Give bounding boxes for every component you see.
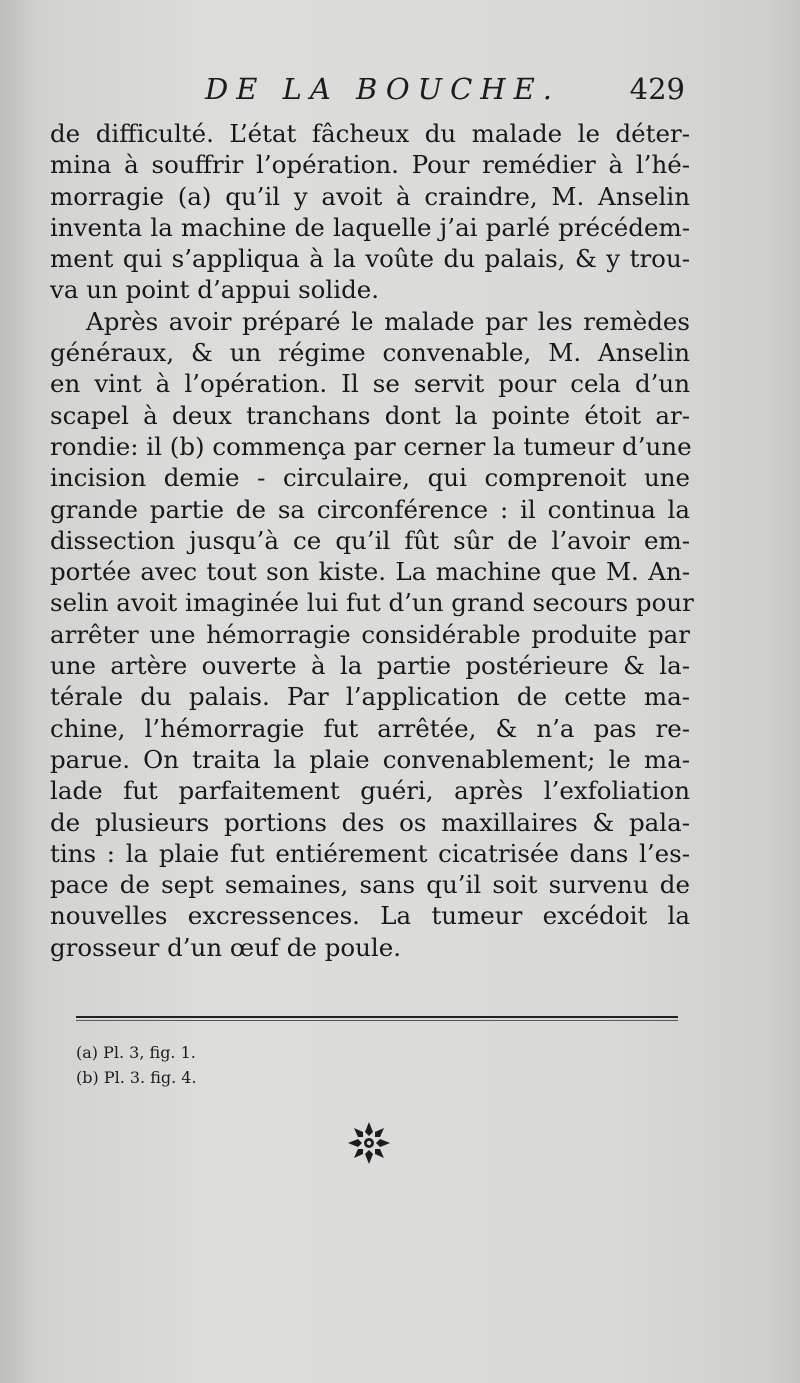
text-line: inventa la machine de laquelle j’ai parlé précédem- [50, 212, 690, 242]
text-line: grosseur d’un œuf de poule. [50, 932, 402, 962]
footnote-a: (a) Pl. 3, fig. 1. [76, 1043, 196, 1062]
text-line: portée avec tout son kiste. La machine que M. An- [50, 557, 690, 587]
running-head: DE LA BOUCHE. [205, 72, 560, 106]
text-line: térale du palais. Par l’application de cette ma- [50, 682, 690, 712]
text-line: chine, l’hémorragie fut arrêtée, & n’a pas re- [50, 713, 690, 743]
text-line: rondie: il (b) commença par cerner la tumeur d’une [50, 431, 692, 461]
footnote-rule [76, 1016, 678, 1021]
text-line: nouvelles excressences. La tumeur excédoit la [50, 901, 690, 931]
body-text [50, 118, 694, 963]
fleuron-ornament-icon [346, 1120, 392, 1166]
text-line: une artère ouverte à la partie postérieure & la- [50, 651, 690, 681]
text-line: selin avoit imaginée lui fut d’un grand secours pour [50, 588, 694, 618]
text-line: dissection jusqu’à ce qu’il fût sûr de l’avoir em- [50, 525, 690, 555]
text-line: va un point d’appui solide. [50, 275, 380, 305]
footnotes [76, 1040, 197, 1090]
text-line: en vint à l’opération. Il se servit pour cela d’un [50, 369, 690, 399]
page-number: 429 [629, 72, 685, 106]
text-line: parue. On traita la plaie convenablement; le ma- [50, 744, 690, 774]
page-header [205, 72, 685, 116]
text-line: de plusieurs portions des os maxillaires & pala- [50, 807, 690, 837]
text-line: incision demie - circulaire, qui comprenoit une [50, 463, 690, 493]
text-line: morragie (a) qu’il y avoit à craindre, M. Anselin [50, 181, 690, 211]
text-line: scapel à deux tranchans dont la pointe étoit ar- [50, 400, 690, 430]
text-line: ment qui s’appliqua à la voûte du palais, & y trou- [50, 244, 690, 274]
text-line: pace de sept semaines, sans qu’il soit survenu de [50, 870, 690, 900]
footnote-b: (b) Pl. 3. fig. 4. [76, 1068, 197, 1087]
text-line: tins : la plaie fut entiérement cicatrisée dans l’es- [50, 838, 690, 868]
text-line: grande partie de sa circonférence : il continua la [50, 494, 690, 524]
text-line: de difficulté. L’état fâcheux du malade le déter- [50, 119, 690, 148]
text-line: lade fut parfaitement guéri, après l’exfoliation [50, 776, 690, 806]
text-line: mina à souffrir l’opération. Pour remédier à l’hé- [50, 150, 690, 180]
text-line: généraux, & un régime convenable, M. Anselin [50, 338, 690, 368]
text-line: Après avoir préparé le malade par les remèdes [86, 306, 690, 336]
text-line: arrêter une hémorragie considérable produite par [50, 619, 690, 649]
